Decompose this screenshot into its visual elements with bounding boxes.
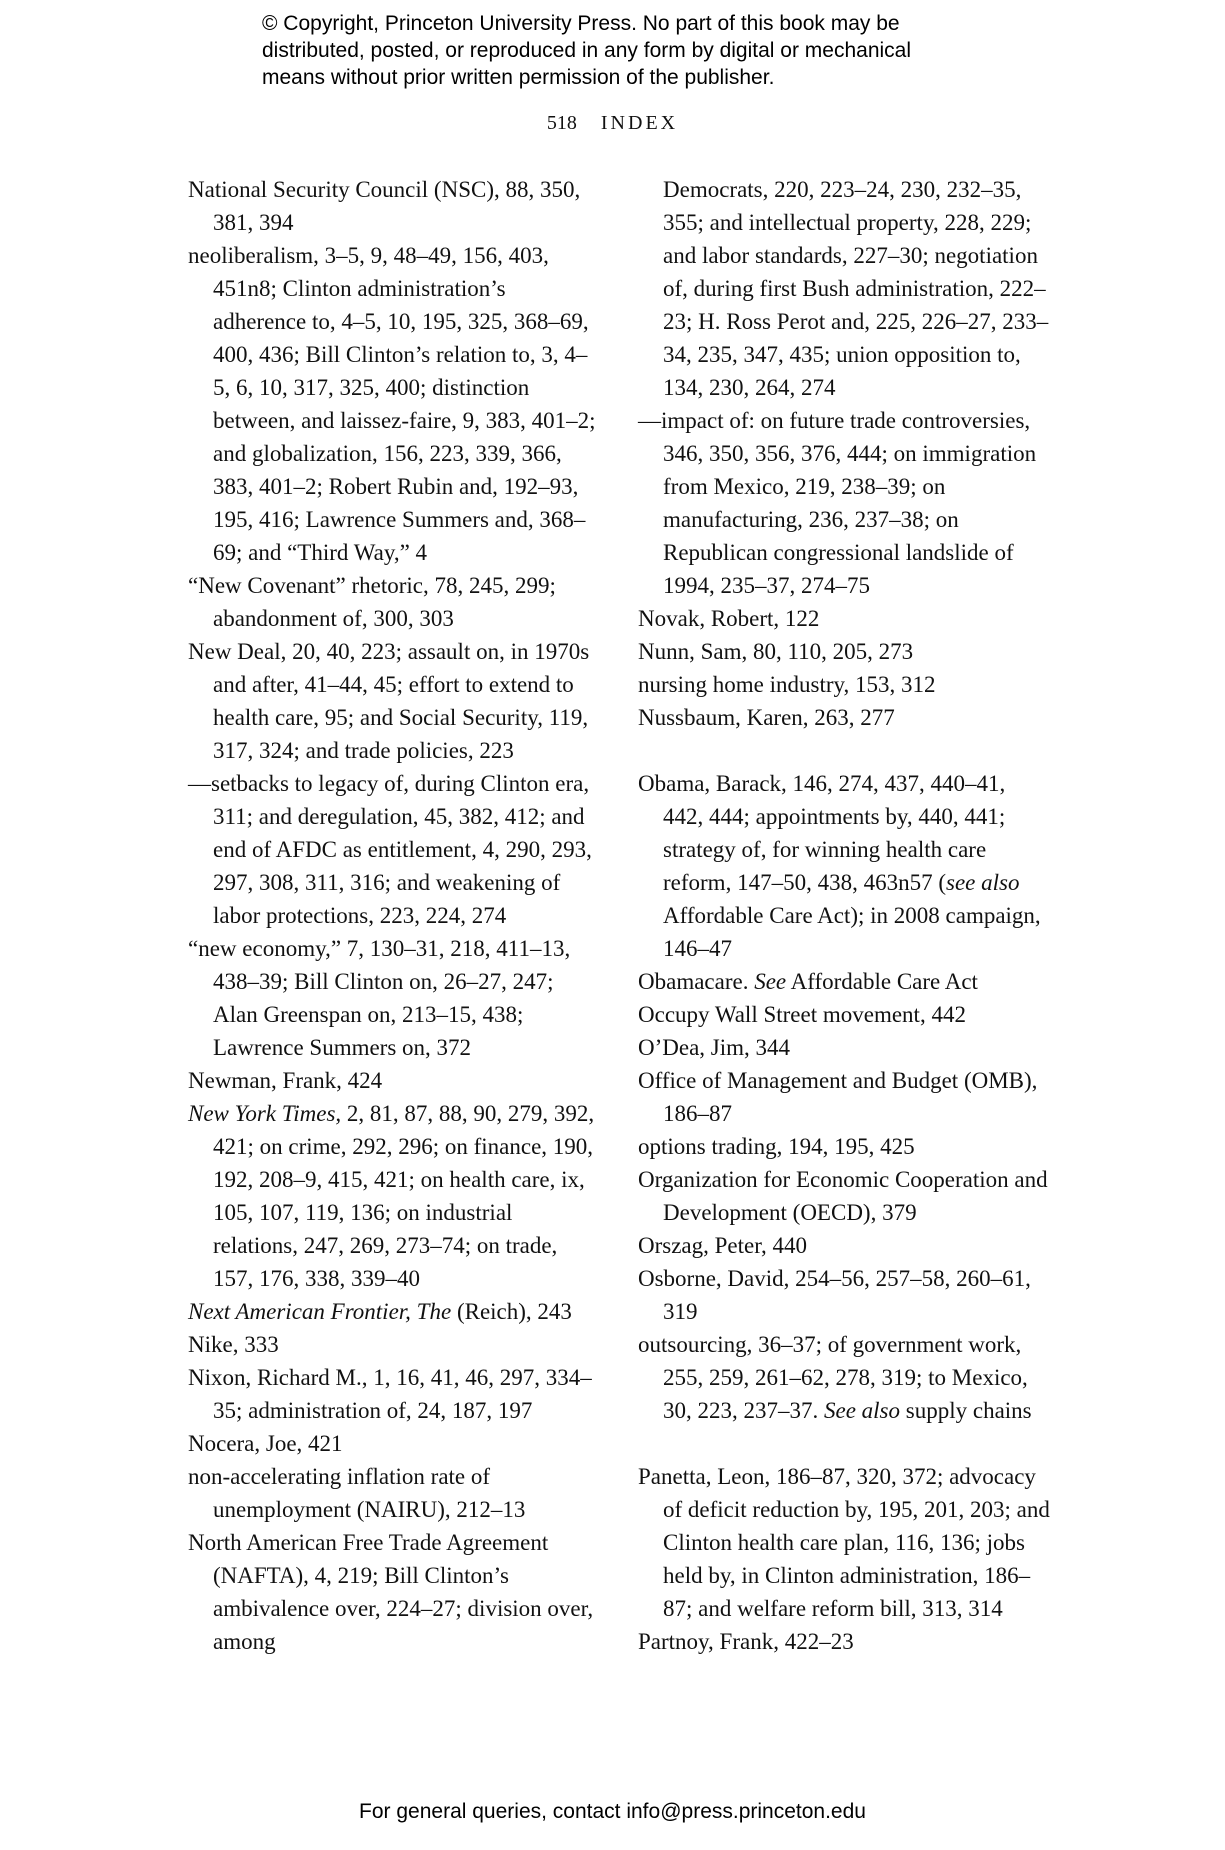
index-subentry: —impact of: on future trade controversies, 346, 350, 356, 376, 444; on immigration from Mexico, 219, 238–39; on manufacturing, 236, 237–38; on Republican congressional landslide of 1994, 235–37, 274–75 xyxy=(638,408,1037,598)
italic-title: New York Times, xyxy=(188,1101,342,1126)
index-entry-outsourcing xyxy=(638,1328,1050,1427)
index-entry-obama xyxy=(638,767,1050,965)
index-column-right xyxy=(638,173,1050,1658)
entry-text: Obama, Barack, 146, 274, 437, 440–41, 442, 444; appointments by, 440, 441; strategy of, for winning health care reform, 147–50, 438, 463n57 ( xyxy=(638,771,1006,895)
index-entry-next-american-frontier xyxy=(188,1295,600,1328)
entry-text: Obamacare. xyxy=(638,969,755,994)
see-reference: See xyxy=(754,969,787,994)
running-head xyxy=(0,112,1225,135)
index-entry: Organization for Economic Cooperation and Development (OECD), 379 xyxy=(638,1167,1048,1225)
letter-group-gap xyxy=(638,734,1050,767)
entry-text: supply chains xyxy=(900,1398,1032,1423)
italic-title: Next American Frontier, The xyxy=(188,1299,452,1324)
entry-text: Affordable Care Act xyxy=(786,969,978,994)
index-entry: Orszag, Peter, 440 xyxy=(638,1233,807,1258)
entry-text: (Reich), 243 xyxy=(451,1299,572,1324)
index-entry: Panetta, Leon, 186–87, 320, 372; advocacy of deficit reduction by, 195, 201, 203; and Clinton health care plan, 116, 136; jobs held by, in Clinton administration, 186–87; and welfare reform bill, 313, 314 xyxy=(638,1464,1050,1621)
copyright-notice xyxy=(262,10,1022,91)
index-entry: Nocera, Joe, 421 xyxy=(188,1431,343,1456)
index-entry: Nussbaum, Karen, 263, 277 xyxy=(638,705,895,730)
index-entry: Nike, 333 xyxy=(188,1332,279,1357)
see-also-reference: see also xyxy=(946,870,1020,895)
index-entry: non-accelerating inflation rate of unemployment (NAIRU), 212–13 xyxy=(188,1464,526,1522)
see-also-reference: See also xyxy=(824,1398,901,1423)
index-entry-new-york-times xyxy=(188,1097,600,1295)
index-entry: Office of Management and Budget (OMB), 186–87 xyxy=(638,1068,1038,1126)
index-entry: O’Dea, Jim, 344 xyxy=(638,1035,791,1060)
copyright-line: distributed, posted, or reproduced in any form by digital or mechanical xyxy=(262,39,912,62)
index-entry: Occupy Wall Street movement, 442 xyxy=(638,1002,966,1027)
entry-text: 2, 81, 87, 88, 90, 279, 392, 421; on crime, 292, 296; on finance, 190, 192, 208–9, 415, 421; on health care, ix, 105, 107, 119, 136; on industrial relations, 247, 269, 273–74; on trade, 157, 176, 338, 339–40 xyxy=(213,1101,595,1291)
index-entry: Osborne, David, 254–56, 257–58, 260–61, 319 xyxy=(638,1266,1031,1324)
index-entry: neoliberalism, 3–5, 9, 48–49, 156, 403, 451n8; Clinton administration’s adherence to, 4–5, 10, 195, 325, 368–69, 400, 436; Bill Clinton’s relation to, 3, 4–5, 6, 10, 317, 325, 400; distinction between, and laissez-faire, 9, 383, 401–2; and globalization, 156, 223, 339, 366, 383, 401–2; Robert Rubin and, 192–93, 195, 416; Lawrence Summers and, 368–69; and “Third Way,” 4 xyxy=(188,243,596,565)
index-entry: North American Free Trade Agreement (NAFTA), 4, 219; Bill Clinton’s ambivalence over, 224–27; division over, among xyxy=(188,1530,594,1654)
index-entry: nursing home industry, 153, 312 xyxy=(638,672,936,697)
page-number: 518 xyxy=(546,112,577,134)
index-entry: Novak, Robert, 122 xyxy=(638,606,820,631)
index-column-left xyxy=(188,173,600,1658)
footer-contact: For general queries, contact info@press.princeton.edu xyxy=(359,1800,866,1823)
entry-text: Affordable Care Act); in 2008 campaign, 146–47 xyxy=(663,903,1041,961)
copyright-line: © Copyright, Princeton University Press. No part of this book may be xyxy=(262,12,900,35)
letter-group-gap xyxy=(638,1427,1050,1460)
index-entry: Nunn, Sam, 80, 110, 205, 273 xyxy=(638,639,914,664)
entry-text: outsourcing, 36–37; of government work, 255, 259, 261–62, 278, 319; to Mexico, 30, 223, 237–37. xyxy=(638,1332,1028,1423)
index-entry-obamacare xyxy=(638,965,1050,998)
index-entry: Partnoy, Frank, 422–23 xyxy=(638,1629,854,1654)
index-entry-continued: Democrats, 220, 223–24, 230, 232–35, 355; and intellectual property, 228, 229; and labor standards, 227–30; negotiation of, during first Bush administration, 222–23; H. Ross Perot and, 225, 226–27, 233–34, 235, 347, 435; union opposition to, 134, 230, 264, 274 xyxy=(663,177,1049,400)
index-entry: National Security Council (NSC), 88, 350, 381, 394 xyxy=(188,177,581,235)
index-entry: “new economy,” 7, 130–31, 218, 411–13, 438–39; Bill Clinton on, 26–27, 247; Alan Greenspan on, 213–15, 438; Lawrence Summers on, 372 xyxy=(188,936,571,1060)
index-entry: Newman, Frank, 424 xyxy=(188,1068,383,1093)
index-subentry: —setbacks to legacy of, during Clinton era, 311; and deregulation, 45, 382, 412; and end of AFDC as entitlement, 4, 290, 293, 297, 308, 311, 316; and weakening of labor protections, 223, 224, 274 xyxy=(188,771,592,928)
running-title: INDEX xyxy=(600,112,679,134)
index-entry: New Deal, 20, 40, 223; assault on, in 1970s and after, 41–44, 45; effort to extend to health care, 95; and Social Security, 119, 317, 324; and trade policies, 223 xyxy=(188,639,590,763)
index-entry: Nixon, Richard M., 1, 16, 41, 46, 297, 334–35; administration of, 24, 187, 197 xyxy=(188,1365,592,1423)
index-entry: options trading, 194, 195, 425 xyxy=(638,1134,915,1159)
copyright-line: means without prior written permission of the publisher. xyxy=(262,66,775,89)
index-entry: “New Covenant” rhetoric, 78, 245, 299; abandonment of, 300, 303 xyxy=(188,573,556,631)
